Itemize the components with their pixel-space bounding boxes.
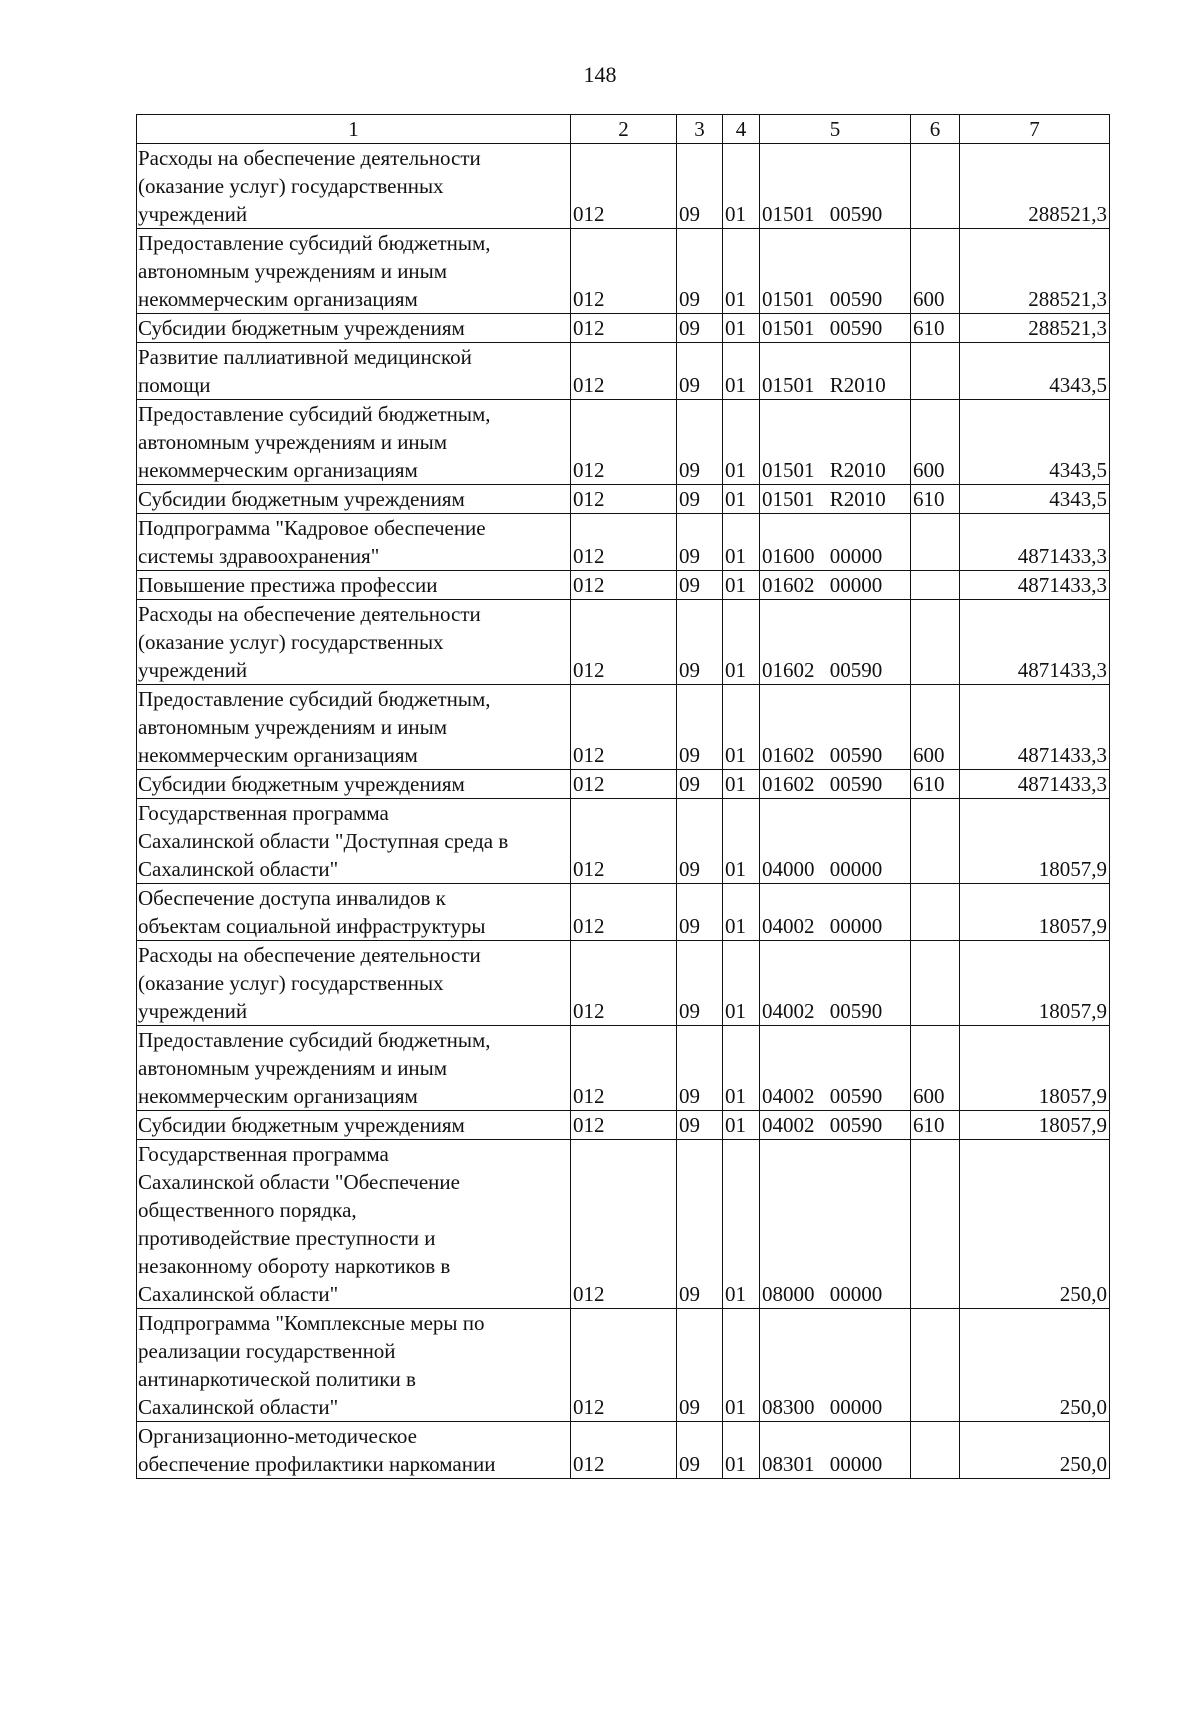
target-article-cell: 04002 00000 — [760, 884, 911, 941]
section-code-cell: 09 — [677, 343, 723, 400]
row-name-cell: Обеспечение доступа инвалидов к объектам социальной инфраструктуры — [137, 884, 571, 941]
table-row — [137, 685, 1110, 770]
amount-cell: 288521,3 — [960, 144, 1110, 229]
expense-kind-cell — [911, 144, 960, 229]
amount-cell: 250,0 — [960, 1309, 1110, 1422]
ministry-code-cell: 012 — [571, 1422, 677, 1479]
target-article-cell: 04002 00590 — [760, 1111, 911, 1140]
amount-cell: 18057,9 — [960, 799, 1110, 884]
target-article-cell: 04000 00000 — [760, 799, 911, 884]
subsection-code-cell: 01 — [723, 941, 760, 1026]
section-code-cell: 09 — [677, 1309, 723, 1422]
section-code-cell: 09 — [677, 799, 723, 884]
section-code-cell: 09 — [677, 1111, 723, 1140]
section-code-cell: 09 — [677, 941, 723, 1026]
column-header-1: 1 — [137, 115, 571, 144]
subsection-code-cell: 01 — [723, 485, 760, 514]
subsection-code-cell: 01 — [723, 514, 760, 571]
expense-kind-cell — [911, 514, 960, 571]
ministry-code-cell: 012 — [571, 571, 677, 600]
table-row — [137, 799, 1110, 884]
ministry-code-cell: 012 — [571, 314, 677, 343]
table-row — [137, 600, 1110, 685]
subsection-code-cell: 01 — [723, 571, 760, 600]
amount-cell: 18057,9 — [960, 1026, 1110, 1111]
amount-cell: 4871433,3 — [960, 571, 1110, 600]
column-header-5: 5 — [760, 115, 911, 144]
expense-kind-cell: 600 — [911, 685, 960, 770]
subsection-code-cell: 01 — [723, 1309, 760, 1422]
row-name-cell: Расходы на обеспечение деятельности (оказание услуг) государственных учреждений — [137, 600, 571, 685]
table-row — [137, 485, 1110, 514]
ministry-code-cell: 012 — [571, 884, 677, 941]
expense-kind-cell: 600 — [911, 1026, 960, 1111]
expense-kind-cell: 610 — [911, 314, 960, 343]
row-name-cell: Субсидии бюджетным учреждениям — [137, 1111, 571, 1140]
table-row — [137, 229, 1110, 314]
target-article-cell: 01602 00000 — [760, 571, 911, 600]
table-row — [137, 144, 1110, 229]
table-row — [137, 1140, 1110, 1309]
row-name-cell: Государственная программа Сахалинской области "Обеспечение общественного порядка, противодействие преступности и незаконному обороту наркотиков в Сахалинской области" — [137, 1140, 571, 1309]
subsection-code-cell: 01 — [723, 144, 760, 229]
section-code-cell: 09 — [677, 600, 723, 685]
target-article-cell: 01501 R2010 — [760, 485, 911, 514]
target-article-cell: 08301 00000 — [760, 1422, 911, 1479]
table-row — [137, 941, 1110, 1026]
expense-kind-cell — [911, 1309, 960, 1422]
target-article-cell: 04002 00590 — [760, 941, 911, 1026]
ministry-code-cell: 012 — [571, 144, 677, 229]
subsection-code-cell: 01 — [723, 314, 760, 343]
table-row — [137, 1111, 1110, 1140]
target-article-cell: 01501 R2010 — [760, 400, 911, 485]
subsection-code-cell: 01 — [723, 1026, 760, 1111]
target-article-cell: 08300 00000 — [760, 1309, 911, 1422]
column-header-3: 3 — [677, 115, 723, 144]
amount-cell: 288521,3 — [960, 314, 1110, 343]
amount-cell: 4871433,3 — [960, 600, 1110, 685]
page-number: 148 — [583, 62, 617, 87]
expense-kind-cell: 600 — [911, 400, 960, 485]
section-code-cell: 09 — [677, 770, 723, 799]
ministry-code-cell: 012 — [571, 941, 677, 1026]
amount-cell: 18057,9 — [960, 884, 1110, 941]
ministry-code-cell: 012 — [571, 685, 677, 770]
ministry-code-cell: 012 — [571, 343, 677, 400]
column-header-6: 6 — [911, 115, 960, 144]
table-row — [137, 1026, 1110, 1111]
section-code-cell: 09 — [677, 1026, 723, 1111]
table-row — [137, 1422, 1110, 1479]
subsection-code-cell: 01 — [723, 685, 760, 770]
row-name-cell: Предоставление субсидий бюджетным, автономным учреждениям и иным некоммерческим организациям — [137, 400, 571, 485]
table-row — [137, 1309, 1110, 1422]
ministry-code-cell: 012 — [571, 1309, 677, 1422]
expense-kind-cell — [911, 600, 960, 685]
amount-cell: 250,0 — [960, 1422, 1110, 1479]
amount-cell: 4871433,3 — [960, 685, 1110, 770]
table-row — [137, 884, 1110, 941]
ministry-code-cell: 012 — [571, 1026, 677, 1111]
section-code-cell: 09 — [677, 314, 723, 343]
amount-cell: 4343,5 — [960, 343, 1110, 400]
subsection-code-cell: 01 — [723, 229, 760, 314]
row-name-cell: Организационно-методическое обеспечение профилактики наркомании — [137, 1422, 571, 1479]
row-name-cell: Субсидии бюджетным учреждениям — [137, 485, 571, 514]
target-article-cell: 01602 00590 — [760, 685, 911, 770]
expense-kind-cell — [911, 1140, 960, 1309]
column-header-7: 7 — [960, 115, 1110, 144]
ministry-code-cell: 012 — [571, 1111, 677, 1140]
row-name-cell: Развитие паллиативной медицинской помощи — [137, 343, 571, 400]
subsection-code-cell: 01 — [723, 600, 760, 685]
subsection-code-cell: 01 — [723, 400, 760, 485]
target-article-cell: 01501 00590 — [760, 229, 911, 314]
amount-cell: 4343,5 — [960, 485, 1110, 514]
budget-table — [136, 114, 1110, 1479]
expense-kind-cell: 600 — [911, 229, 960, 314]
section-code-cell: 09 — [677, 1140, 723, 1309]
row-name-cell: Подпрограмма "Кадровое обеспечение системы здравоохранения" — [137, 514, 571, 571]
expense-kind-cell: 610 — [911, 1111, 960, 1140]
row-name-cell: Субсидии бюджетным учреждениям — [137, 314, 571, 343]
expense-kind-cell — [911, 571, 960, 600]
section-code-cell: 09 — [677, 144, 723, 229]
section-code-cell: 09 — [677, 884, 723, 941]
expense-kind-cell — [911, 884, 960, 941]
table-row — [137, 400, 1110, 485]
row-name-cell: Государственная программа Сахалинской области "Доступная среда в Сахалинской области" — [137, 799, 571, 884]
amount-cell: 4343,5 — [960, 400, 1110, 485]
expense-kind-cell — [911, 343, 960, 400]
table-row — [137, 514, 1110, 571]
row-name-cell: Субсидии бюджетным учреждениям — [137, 770, 571, 799]
row-name-cell: Предоставление субсидий бюджетным, автономным учреждениям и иным некоммерческим организациям — [137, 1026, 571, 1111]
subsection-code-cell: 01 — [723, 884, 760, 941]
amount-cell: 288521,3 — [960, 229, 1110, 314]
target-article-cell: 01501 R2010 — [760, 343, 911, 400]
ministry-code-cell: 012 — [571, 514, 677, 571]
section-code-cell: 09 — [677, 485, 723, 514]
section-code-cell: 09 — [677, 400, 723, 485]
ministry-code-cell: 012 — [571, 400, 677, 485]
section-code-cell: 09 — [677, 1422, 723, 1479]
ministry-code-cell: 012 — [571, 770, 677, 799]
subsection-code-cell: 01 — [723, 343, 760, 400]
ministry-code-cell: 012 — [571, 799, 677, 884]
section-code-cell: 09 — [677, 571, 723, 600]
amount-cell: 18057,9 — [960, 941, 1110, 1026]
expense-kind-cell — [911, 1422, 960, 1479]
target-article-cell: 01501 00590 — [760, 144, 911, 229]
ministry-code-cell: 012 — [571, 1140, 677, 1309]
section-code-cell: 09 — [677, 229, 723, 314]
subsection-code-cell: 01 — [723, 1140, 760, 1309]
expense-kind-cell: 610 — [911, 485, 960, 514]
column-header-2: 2 — [571, 115, 677, 144]
amount-cell: 4871433,3 — [960, 514, 1110, 571]
row-name-cell: Повышение престижа профессии — [137, 571, 571, 600]
expense-kind-cell — [911, 799, 960, 884]
amount-cell: 4871433,3 — [960, 770, 1110, 799]
target-article-cell: 08000 00000 — [760, 1140, 911, 1309]
row-name-cell: Расходы на обеспечение деятельности (оказание услуг) государственных учреждений — [137, 144, 571, 229]
section-code-cell: 09 — [677, 514, 723, 571]
ministry-code-cell: 012 — [571, 600, 677, 685]
table-row — [137, 571, 1110, 600]
row-name-cell: Предоставление субсидий бюджетным, автономным учреждениям и иным некоммерческим организациям — [137, 229, 571, 314]
row-name-cell: Предоставление субсидий бюджетным, автономным учреждениям и иным некоммерческим организациям — [137, 685, 571, 770]
row-name-cell: Расходы на обеспечение деятельности (оказание услуг) государственных учреждений — [137, 941, 571, 1026]
ministry-code-cell: 012 — [571, 229, 677, 314]
target-article-cell: 04002 00590 — [760, 1026, 911, 1111]
subsection-code-cell: 01 — [723, 799, 760, 884]
table-row — [137, 770, 1110, 799]
section-code-cell: 09 — [677, 685, 723, 770]
table-body — [137, 144, 1110, 1479]
table-row — [137, 314, 1110, 343]
target-article-cell: 01501 00590 — [760, 314, 911, 343]
amount-cell: 18057,9 — [960, 1111, 1110, 1140]
expense-kind-cell — [911, 941, 960, 1026]
target-article-cell: 01600 00000 — [760, 514, 911, 571]
target-article-cell: 01602 00590 — [760, 600, 911, 685]
subsection-code-cell: 01 — [723, 1422, 760, 1479]
column-header-row — [137, 115, 1110, 144]
column-header-4: 4 — [723, 115, 760, 144]
table-row — [137, 343, 1110, 400]
target-article-cell: 01602 00590 — [760, 770, 911, 799]
expense-kind-cell: 610 — [911, 770, 960, 799]
subsection-code-cell: 01 — [723, 1111, 760, 1140]
amount-cell: 250,0 — [960, 1140, 1110, 1309]
row-name-cell: Подпрограмма "Комплексные меры по реализации государственной антинаркотической политики в Сахалинской области" — [137, 1309, 571, 1422]
ministry-code-cell: 012 — [571, 485, 677, 514]
subsection-code-cell: 01 — [723, 770, 760, 799]
